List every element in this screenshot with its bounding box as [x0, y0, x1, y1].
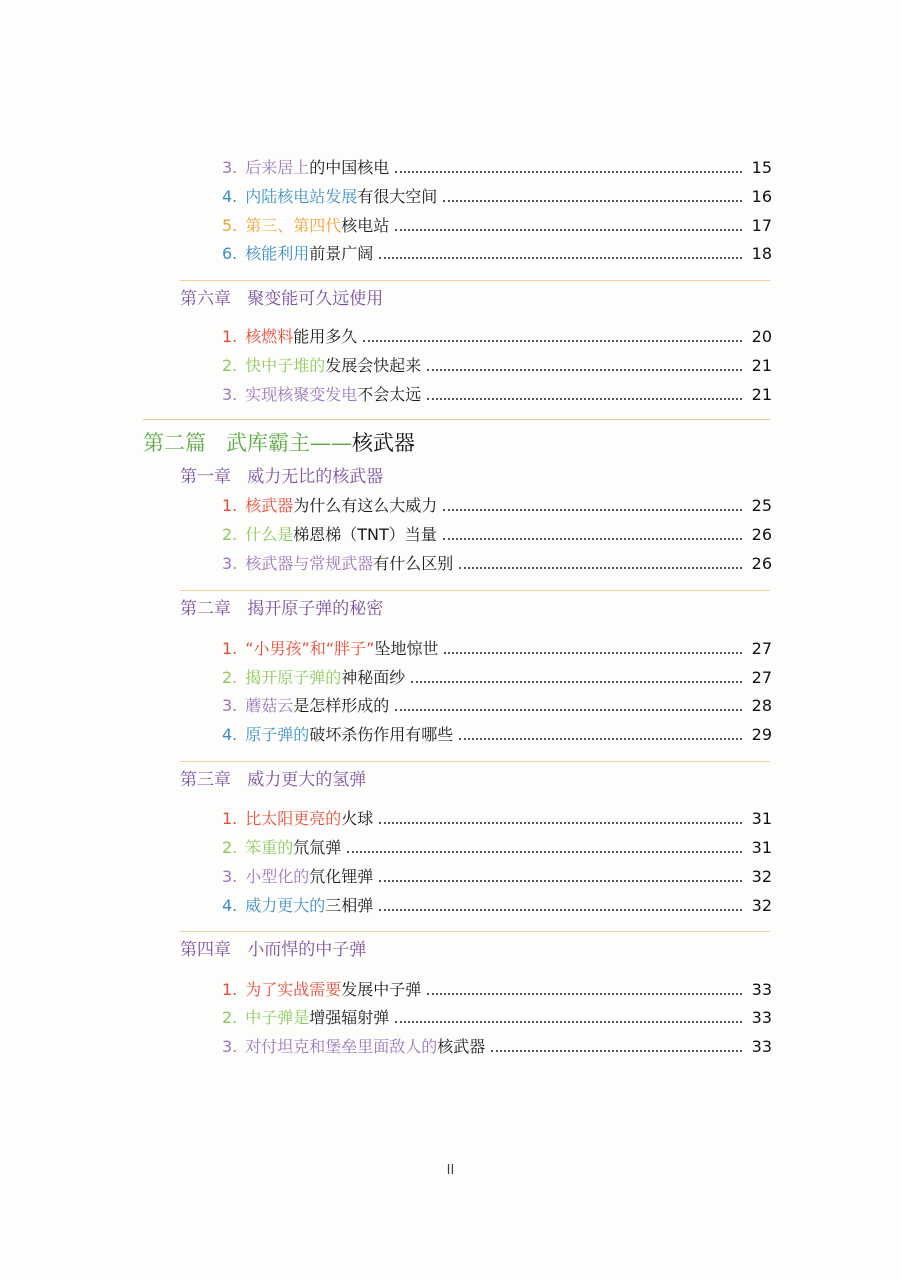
entry-page: 17: [751, 216, 772, 235]
entry-text: 有很大空间: [357, 187, 438, 206]
chapter-heading[interactable]: [180, 597, 383, 623]
leader-dots: [459, 738, 742, 740]
chapter-label: 第三章: [180, 770, 231, 790]
toc-entry[interactable]: [222, 834, 772, 858]
chapter-title: 揭开原子弹的秘密: [247, 599, 384, 619]
entry-highlight: 核能利用: [245, 244, 310, 263]
entry-text: 火球: [341, 809, 374, 828]
toc-entry[interactable]: [222, 550, 772, 574]
entry-highlight: 第三、第四代: [245, 216, 342, 235]
entry-text: 核武器: [437, 1037, 486, 1056]
part-title-b: 核武器: [352, 431, 416, 455]
entry-text: 坠地惊世: [374, 639, 439, 658]
leader-dots: [395, 171, 742, 173]
toc-entry[interactable]: [222, 240, 772, 264]
leader-dots: [379, 909, 742, 911]
entry-text: 的中国核电: [309, 158, 390, 177]
entry-page: 28: [751, 696, 772, 715]
entry-number: 3.: [222, 158, 238, 177]
entry-text: 破坏杀伤作用有哪些: [309, 725, 454, 744]
toc-entry[interactable]: [222, 381, 772, 405]
leader-dots: [427, 398, 742, 400]
leader-dots: [443, 200, 742, 202]
entry-number: 3.: [222, 385, 238, 404]
toc-entry[interactable]: [222, 1033, 772, 1057]
entry-page: 21: [751, 356, 772, 375]
entry-text: 核电站: [341, 216, 390, 235]
part-label: 第二篇: [143, 431, 206, 455]
entry-text: 能用多久: [293, 327, 358, 346]
entry-highlight: 原子弹的: [245, 725, 310, 744]
chapter-label: 第六章: [180, 289, 231, 309]
chapter-title: 威力更大的氢弹: [247, 770, 367, 790]
entry-text: 是怎样形成的: [293, 696, 390, 715]
entry-highlight: 核燃料: [245, 327, 294, 346]
page-number: II: [446, 1163, 455, 1178]
leader-dots: [459, 567, 742, 569]
entry-text: 为什么有这么大威力: [293, 496, 438, 515]
entry-number: 5.: [222, 216, 238, 235]
chapter-label: 第一章: [180, 467, 231, 487]
entry-highlight: 快中子堆的: [245, 356, 326, 375]
toc-entry[interactable]: [222, 692, 772, 716]
toc-entry[interactable]: [222, 976, 772, 1000]
chapter-heading[interactable]: [180, 287, 383, 313]
entry-number: 2.: [222, 838, 238, 857]
toc-entry[interactable]: [222, 863, 772, 887]
part-title-a: 武库霸主——: [226, 431, 353, 455]
toc-entry[interactable]: [222, 892, 772, 916]
entry-highlight: 蘑菇云: [245, 696, 294, 715]
leader-dots: [443, 509, 742, 511]
leader-dots: [395, 229, 742, 231]
entry-highlight: 为了实战需要: [245, 980, 342, 999]
chapter-title: 聚变能可久远使用: [247, 289, 384, 309]
chapter-label: 第二章: [180, 599, 231, 619]
entry-page: 20: [751, 327, 772, 346]
toc-entry[interactable]: [222, 521, 772, 545]
entry-text: 氘化锂弹: [309, 867, 374, 886]
entry-page: 33: [751, 980, 772, 999]
entry-page: 33: [751, 1008, 772, 1027]
entry-page: 21: [751, 385, 772, 404]
entry-text: 有什么区别: [373, 554, 454, 573]
entry-page: 33: [751, 1037, 772, 1056]
toc-entry[interactable]: [222, 154, 772, 178]
entry-text: 氘氚弹: [293, 838, 342, 857]
entry-highlight: 实现核聚变发电: [245, 385, 358, 404]
toc-entry[interactable]: [222, 1004, 772, 1028]
leader-dots: [427, 369, 742, 371]
entry-page: 26: [751, 525, 772, 544]
entry-number: 2.: [222, 1008, 238, 1027]
entry-text: 发展中子弹: [341, 980, 422, 999]
entry-number: 2.: [222, 525, 238, 544]
chapter-heading[interactable]: [180, 465, 383, 491]
entry-page: 32: [751, 867, 772, 886]
chapter-heading[interactable]: [180, 938, 366, 964]
part-heading[interactable]: [143, 428, 415, 460]
chapter-title: 小而悍的中子弹: [247, 940, 367, 960]
entry-highlight: 对付坦克和堡垒里面敌人的: [245, 1037, 438, 1056]
entry-number: 1.: [222, 980, 238, 999]
entry-highlight: 揭开原子弹的: [245, 668, 342, 687]
entry-highlight: 比太阳更亮的: [245, 809, 342, 828]
leader-dots: [363, 340, 742, 342]
entry-number: 3.: [222, 554, 238, 573]
leader-dots: [395, 1021, 742, 1023]
entry-page: 25: [751, 496, 772, 515]
entry-page: 16: [751, 187, 772, 206]
entry-number: 1.: [222, 496, 238, 515]
entry-number: 3.: [222, 696, 238, 715]
entry-number: 3.: [222, 1037, 238, 1056]
section-divider: [180, 931, 770, 932]
entry-page: 15: [751, 158, 772, 177]
section-divider: [180, 280, 770, 281]
entry-number: 6.: [222, 244, 238, 263]
entry-highlight: 小型化的: [245, 867, 310, 886]
leader-dots: [347, 851, 742, 853]
entry-highlight: 威力更大的: [245, 896, 326, 915]
entry-highlight: 中子弹是: [245, 1008, 310, 1027]
entry-page: 31: [751, 809, 772, 828]
entry-number: 1.: [222, 809, 238, 828]
leader-dots: [411, 681, 742, 683]
entry-number: 2.: [222, 668, 238, 687]
leader-dots: [379, 822, 742, 824]
toc-entry[interactable]: [222, 183, 772, 207]
part-divider: [143, 419, 770, 420]
entry-page: 18: [751, 244, 772, 263]
toc-entry[interactable]: [222, 212, 772, 236]
leader-dots: [379, 880, 742, 882]
toc-entry[interactable]: [222, 664, 772, 688]
entry-highlight: 核武器与常规武器: [245, 554, 374, 573]
entry-text: 神秘面纱: [341, 668, 406, 687]
section-divider: [180, 590, 770, 591]
entry-text: 前景广阔: [309, 244, 374, 263]
leader-dots: [443, 538, 742, 540]
entry-text: 不会太远: [357, 385, 422, 404]
leader-dots: [444, 652, 742, 654]
entry-highlight: 内陆核电站发展: [245, 187, 358, 206]
chapter-label: 第四章: [180, 940, 231, 960]
entry-number: 4.: [222, 187, 238, 206]
entry-number: 2.: [222, 356, 238, 375]
toc-entry[interactable]: [222, 635, 772, 659]
entry-page: 31: [751, 838, 772, 857]
entry-highlight: 什么是: [245, 525, 294, 544]
entry-highlight: 后来居上: [245, 158, 310, 177]
toc-entry[interactable]: [222, 805, 772, 829]
leader-dots: [491, 1050, 742, 1052]
entry-number: 3.: [222, 867, 238, 886]
entry-highlight: 核武器: [245, 496, 294, 515]
section-divider: [180, 761, 770, 762]
entry-page: 27: [751, 639, 772, 658]
chapter-title: 威力无比的核武器: [247, 467, 384, 487]
entry-page: 29: [751, 725, 772, 744]
entry-number: 1.: [222, 327, 238, 346]
entry-text: 三相弹: [325, 896, 374, 915]
chapter-heading[interactable]: [180, 768, 366, 794]
entry-highlight: 笨重的: [245, 838, 294, 857]
leader-dots: [395, 709, 742, 711]
toc-entry[interactable]: [222, 323, 772, 347]
entry-text: 增强辐射弹: [309, 1008, 390, 1027]
leader-dots: [427, 993, 742, 995]
entry-page: 32: [751, 896, 772, 915]
entry-text: 梯恩梯（TNT）当量: [293, 525, 437, 544]
entry-page: 27: [751, 668, 772, 687]
leader-dots: [379, 257, 742, 259]
entry-number: 1.: [222, 639, 238, 658]
entry-page: 26: [751, 554, 772, 573]
toc-entry[interactable]: [222, 492, 772, 516]
entry-number: 4.: [222, 896, 238, 915]
entry-highlight: “小男孩”和“胖子”: [245, 639, 375, 658]
entry-text: 发展会快起来: [325, 356, 422, 375]
toc-entry[interactable]: [222, 352, 772, 376]
entry-number: 4.: [222, 725, 238, 744]
toc-entry[interactable]: [222, 721, 772, 745]
